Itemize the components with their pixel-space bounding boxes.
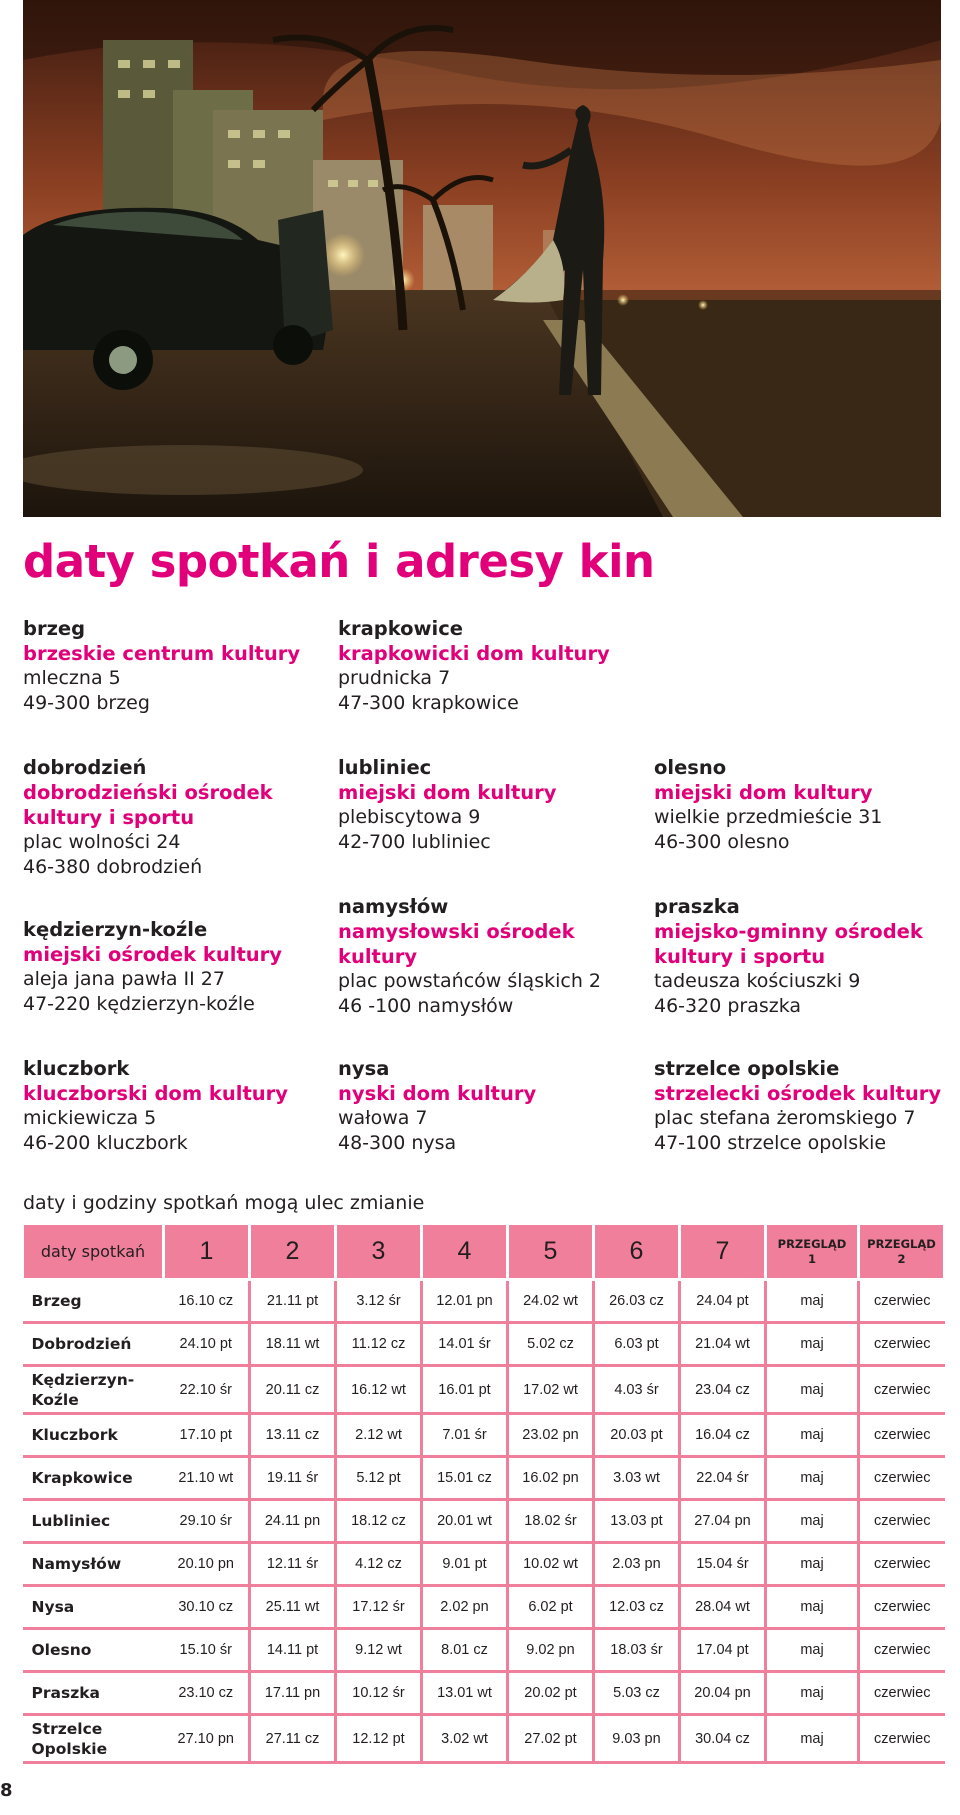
przeglad-label: PRZEGLĄD (777, 1236, 847, 1251)
venue-city: strzelce opolskie (654, 1057, 840, 1080)
schedule-cell: 23.02 pn (508, 1414, 594, 1457)
schedule-cell: 3.12 śr (336, 1280, 422, 1323)
venue-kluczbork (23, 1056, 343, 1156)
schedule-cell: 3.03 wt (594, 1457, 680, 1500)
row-town (23, 1715, 164, 1763)
row-town (23, 1672, 164, 1715)
venue-institution: nyski dom kultury (338, 1082, 537, 1105)
header-meeting-1: 1 (164, 1224, 250, 1280)
venue-street: plac powstańców śląskich 2 (338, 970, 601, 992)
venue-postal: 42-700 lubliniec (338, 831, 491, 853)
row-town (23, 1500, 164, 1543)
schedule-cell: 17.04 pt (680, 1629, 766, 1672)
schedule-cell: czerwiec (859, 1629, 945, 1672)
venue-institution: miejski dom kultury (654, 781, 873, 804)
page-title: daty spotkań i adresy kin (23, 535, 655, 588)
venue-institution: kultury i sportu (23, 806, 195, 829)
schedule-cell: maj (766, 1629, 859, 1672)
schedule-cell: 14.01 śr (422, 1323, 508, 1366)
schedule-cell: 20.02 pt (508, 1672, 594, 1715)
schedule-cell: 12.03 cz (594, 1586, 680, 1629)
venue-nysa (338, 1056, 658, 1156)
schedule-table (21, 1222, 946, 1764)
schedule-cell: 20.03 pt (594, 1414, 680, 1457)
schedule-header-row (23, 1224, 945, 1280)
header-meeting-4: 4 (422, 1224, 508, 1280)
town-name: Kędzierzyn- (31, 1370, 135, 1389)
venue-postal: 47-300 krapkowice (338, 692, 519, 714)
schedule-cell: 22.10 śr (164, 1366, 250, 1414)
schedule-cell: 3.02 wt (422, 1715, 508, 1763)
schedule-cell: 2.12 wt (336, 1414, 422, 1457)
schedule-cell: 15.01 cz (422, 1457, 508, 1500)
schedule-cell: 16.10 cz (164, 1280, 250, 1323)
schedule-cell: 10.02 wt (508, 1543, 594, 1586)
schedule-cell: 15.04 śr (680, 1543, 766, 1586)
venue-institution: dobrodzieński ośrodek (23, 781, 273, 804)
venue-street: plac wolności 24 (23, 831, 181, 853)
schedule-cell: 25.11 wt (250, 1586, 336, 1629)
schedule-cell: czerwiec (859, 1280, 945, 1323)
schedule-cell: 12.11 śr (250, 1543, 336, 1586)
schedule-cell: 22.04 śr (680, 1457, 766, 1500)
schedule-cell: 30.04 cz (680, 1715, 766, 1763)
table-row (23, 1543, 945, 1586)
row-town (23, 1586, 164, 1629)
venue-city: kędzierzyn-koźle (23, 918, 208, 941)
page-number: 8 (0, 1780, 13, 1801)
schedule-cell: 20.10 pn (164, 1543, 250, 1586)
table-row (23, 1414, 945, 1457)
schedule-cell: 29.10 śr (164, 1500, 250, 1543)
row-town (23, 1280, 164, 1323)
venue-city: nysa (338, 1057, 390, 1080)
schedule-cell: 21.11 pt (250, 1280, 336, 1323)
venue-postal: 46 -100 namysłów (338, 995, 514, 1017)
schedule-cell: 6.03 pt (594, 1323, 680, 1366)
schedule-cell: czerwiec (859, 1414, 945, 1457)
schedule-cell: 8.01 cz (422, 1629, 508, 1672)
schedule-cell: 24.02 wt (508, 1280, 594, 1323)
schedule-cell: 16.01 pt (422, 1366, 508, 1414)
row-town (23, 1629, 164, 1672)
schedule-cell: 15.10 śr (164, 1629, 250, 1672)
table-row (23, 1457, 945, 1500)
town-name: Strzelce (31, 1719, 103, 1738)
schedule-cell: 12.12 pt (336, 1715, 422, 1763)
schedule-cell: 11.12 cz (336, 1323, 422, 1366)
schedule-cell: 21.10 wt (164, 1457, 250, 1500)
venue-street: aleja jana pawła II 27 (23, 968, 225, 990)
schedule-cell: 5.12 pt (336, 1457, 422, 1500)
schedule-cell: 20.01 wt (422, 1500, 508, 1543)
schedule-cell: 30.10 cz (164, 1586, 250, 1629)
venue-brzeg (23, 616, 343, 716)
table-row (23, 1280, 945, 1323)
venue-institution: miejski dom kultury (338, 781, 557, 804)
venue-lubliniec (338, 755, 658, 855)
schedule-cell: 18.02 śr (508, 1500, 594, 1543)
header-meeting-3: 3 (336, 1224, 422, 1280)
venue-city: namysłów (338, 895, 449, 918)
schedule-cell: 16.02 pn (508, 1457, 594, 1500)
venue-street: mleczna 5 (23, 667, 121, 689)
schedule-cell: maj (766, 1280, 859, 1323)
schedule-cell: 21.04 wt (680, 1323, 766, 1366)
row-town (23, 1414, 164, 1457)
schedule-cell: 18.11 wt (250, 1323, 336, 1366)
venue-street: tadeusza kościuszki 9 (654, 970, 861, 992)
schedule-cell: maj (766, 1366, 859, 1414)
venue-city: praszka (654, 895, 740, 918)
town-name: Kluczbork (31, 1426, 118, 1444)
schedule-cell: 19.11 śr (250, 1457, 336, 1500)
schedule-cell: maj (766, 1715, 859, 1763)
schedule-cell: 16.12 wt (336, 1366, 422, 1414)
header-przeglad-2 (859, 1224, 945, 1280)
schedule-cell: 27.04 pn (680, 1500, 766, 1543)
schedule-cell: 5.02 cz (508, 1323, 594, 1366)
schedule-cell: czerwiec (859, 1500, 945, 1543)
row-town (23, 1323, 164, 1366)
town-name: Koźle (31, 1390, 79, 1409)
header-meeting-5: 5 (508, 1224, 594, 1280)
row-town (23, 1457, 164, 1500)
venue-institution: miejski ośrodek kultury (23, 943, 282, 966)
venue-city: kluczbork (23, 1057, 130, 1080)
schedule-cell: maj (766, 1457, 859, 1500)
row-town (23, 1543, 164, 1586)
schedule-cell: 5.03 cz (594, 1672, 680, 1715)
schedule-cell: 9.01 pt (422, 1543, 508, 1586)
schedule-cell: 24.10 pt (164, 1323, 250, 1366)
table-row (23, 1629, 945, 1672)
venue-institution: kultury (338, 945, 418, 968)
table-row (23, 1366, 945, 1414)
schedule-cell: 13.11 cz (250, 1414, 336, 1457)
schedule-cell: 24.04 pt (680, 1280, 766, 1323)
schedule-cell: 17.02 wt (508, 1366, 594, 1414)
venue-postal: 47-220 kędzierzyn-koźle (23, 993, 255, 1015)
przeglad-number: 2 (897, 1251, 906, 1266)
venue-institution: strzelecki ośrodek kultury (654, 1082, 942, 1105)
venue-postal: 46-320 praszka (654, 995, 802, 1017)
schedule-cell: 20.04 pn (680, 1672, 766, 1715)
schedule-cell: 9.12 wt (336, 1629, 422, 1672)
venue-street: wałowa 7 (338, 1107, 428, 1129)
przeglad-label: PRZEGLĄD (867, 1236, 936, 1251)
venue-namyslow (338, 894, 658, 1019)
header-dates-label: daty spotkań (23, 1224, 164, 1280)
table-row (23, 1500, 945, 1543)
schedule-cell: 13.03 pt (594, 1500, 680, 1543)
schedule-cell: 2.03 pn (594, 1543, 680, 1586)
schedule-cell: 23.10 cz (164, 1672, 250, 1715)
town-name: Nysa (31, 1598, 75, 1616)
venue-city: krapkowice (338, 617, 464, 640)
schedule-cell: 24.11 pn (250, 1500, 336, 1543)
schedule-cell: maj (766, 1543, 859, 1586)
venue-postal: 47-100 strzelce opolskie (654, 1132, 887, 1154)
schedule-cell: maj (766, 1414, 859, 1457)
schedule-cell: 14.11 pt (250, 1629, 336, 1672)
venue-street: wielkie przedmieście 31 (654, 806, 883, 828)
schedule-cell: maj (766, 1323, 859, 1366)
schedule-cell: 18.03 śr (594, 1629, 680, 1672)
schedule-cell: 26.03 cz (594, 1280, 680, 1323)
venue-city: olesno (654, 756, 727, 779)
town-name: Krapkowice (31, 1469, 133, 1487)
venue-institution: krapkowicki dom kultury (338, 642, 610, 665)
venue-city: lubliniec (338, 756, 432, 779)
schedule-cell: maj (766, 1672, 859, 1715)
schedule-cell: 27.02 pt (508, 1715, 594, 1763)
header-przeglad-1 (766, 1224, 859, 1280)
schedule-cell: 17.12 śr (336, 1586, 422, 1629)
venue-street: plebiscytowa 9 (338, 806, 481, 828)
table-row (23, 1586, 945, 1629)
schedule-cell: czerwiec (859, 1366, 945, 1414)
schedule-cell: czerwiec (859, 1586, 945, 1629)
venue-strzelce-opolskie (654, 1056, 954, 1156)
schedule-cell: czerwiec (859, 1672, 945, 1715)
venue-street: mickiewicza 5 (23, 1107, 157, 1129)
venue-postal: 48-300 nysa (338, 1132, 457, 1154)
schedule-cell: maj (766, 1586, 859, 1629)
schedule-cell: 16.04 cz (680, 1414, 766, 1457)
schedule-cell: 23.04 cz (680, 1366, 766, 1414)
hero-illustration (23, 0, 941, 517)
venue-postal: 46-380 dobrodzień (23, 856, 203, 878)
schedule-cell: 27.11 cz (250, 1715, 336, 1763)
venue-institution: kultury i sportu (654, 945, 826, 968)
venue-institution: miejsko-gminny ośrodek (654, 920, 923, 943)
schedule-cell: 13.01 wt (422, 1672, 508, 1715)
schedule-cell: 9.03 pn (594, 1715, 680, 1763)
town-name: Opolskie (31, 1739, 108, 1758)
schedule-cell: czerwiec (859, 1457, 945, 1500)
schedule-cell: czerwiec (859, 1715, 945, 1763)
venue-city: dobrodzień (23, 756, 147, 779)
schedule-cell: 2.02 pn (422, 1586, 508, 1629)
schedule-cell: 10.12 śr (336, 1672, 422, 1715)
town-name: Brzeg (31, 1292, 82, 1310)
schedule-cell: 4.03 śr (594, 1366, 680, 1414)
venue-praszka (654, 894, 960, 1019)
schedule-cell: 7.01 śr (422, 1414, 508, 1457)
schedule-cell: 28.04 wt (680, 1586, 766, 1629)
schedule-cell: 12.01 pn (422, 1280, 508, 1323)
header-meeting-7: 7 (680, 1224, 766, 1280)
venue-postal: 49-300 brzeg (23, 692, 150, 714)
schedule-cell: czerwiec (859, 1323, 945, 1366)
venue-city: brzeg (23, 617, 86, 640)
table-row (23, 1672, 945, 1715)
schedule-cell: 20.11 cz (250, 1366, 336, 1414)
venue-street: plac stefana żeromskiego 7 (654, 1107, 916, 1129)
town-name: Dobrodzień (31, 1335, 132, 1353)
header-meeting-2: 2 (250, 1224, 336, 1280)
venue-institution: kluczborski dom kultury (23, 1082, 288, 1105)
schedule-cell: 18.12 cz (336, 1500, 422, 1543)
schedule-cell: 17.11 pn (250, 1672, 336, 1715)
venue-postal: 46-300 olesno (654, 831, 790, 853)
schedule-cell: maj (766, 1500, 859, 1543)
venue-dobrodzien (23, 755, 343, 880)
town-name: Namysłów (31, 1555, 122, 1573)
schedule-note: daty i godziny spotkań mogą ulec zmianie (23, 1192, 425, 1214)
header-meeting-6: 6 (594, 1224, 680, 1280)
schedule-cell: czerwiec (859, 1543, 945, 1586)
town-name: Olesno (31, 1641, 92, 1659)
schedule-cell: 27.10 pn (164, 1715, 250, 1763)
schedule-cell: 9.02 pn (508, 1629, 594, 1672)
venue-institution: namysłowski ośrodek (338, 920, 575, 943)
table-row (23, 1715, 945, 1763)
schedule-cell: 17.10 pt (164, 1414, 250, 1457)
town-name: Praszka (31, 1684, 100, 1702)
venue-kedzierzyn-kozle (23, 917, 343, 1017)
schedule-cell: 4.12 cz (336, 1543, 422, 1586)
table-row (23, 1323, 945, 1366)
przeglad-number: 1 (807, 1251, 816, 1266)
venue-institution: brzeskie centrum kultury (23, 642, 301, 665)
venue-street: prudnicka 7 (338, 667, 451, 689)
venue-olesno (654, 755, 960, 855)
town-name: Lubliniec (31, 1512, 111, 1530)
venue-krapkowice (338, 616, 658, 716)
row-town (23, 1366, 164, 1414)
venue-postal: 46-200 kluczbork (23, 1132, 188, 1154)
schedule-cell: 6.02 pt (508, 1586, 594, 1629)
